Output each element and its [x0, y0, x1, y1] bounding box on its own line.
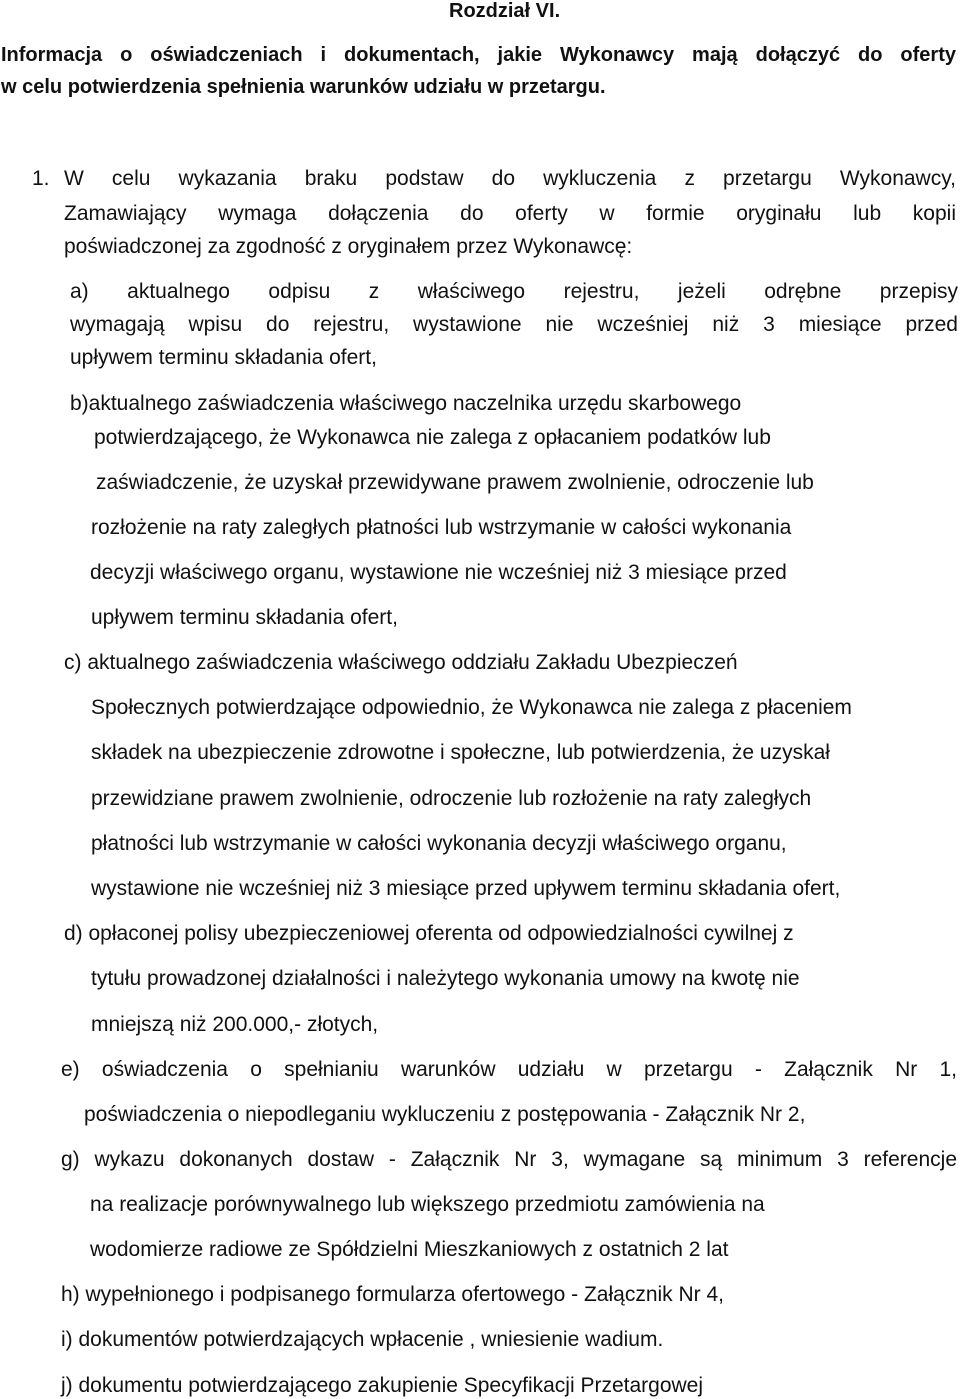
point-number: 1. — [32, 167, 50, 190]
item-g-line-3: wodomierze radiowe ze Spółdzielni Mieszkaniowych z ostatnich 2 lat — [90, 1238, 729, 1261]
item-b-line-3: zaświadczenie, że uzyskał przewidywane prawem zwolnienie, odroczenie lub — [96, 471, 814, 494]
point1-line-3: poświadczonej za zgodność z oryginałem przez Wykonawcę: — [64, 235, 633, 258]
item-c-line-1: c) aktualnego zaświadczenia właściwego oddziału Zakładu Ubezpieczeń — [64, 651, 738, 674]
item-j-line-1: j) dokumentu potwierdzającego zakupienie Specyfikacji Przetargowej — [61, 1374, 704, 1397]
chapter-title: Rozdział VI. — [449, 0, 561, 22]
section-heading-line-2: w celu potwierdzenia spełnienia warunków udziału w przetargu. — [1, 76, 606, 98]
point1-line-1: W celu wykazania braku podstaw do wykluczenia z przetargu Wykonawcy, — [64, 167, 956, 190]
item-d-line-1: d) opłaconej polisy ubezpieczeniowej oferenta od odpowiedzialności cywilnej z — [64, 922, 794, 945]
item-c-line-5: płatności lub wstrzymanie w całości wykonania decyzji właściwego organu, — [91, 832, 787, 855]
item-h-line-1: h) wypełnionego i podpisanego formularza ofertowego - Załącznik Nr 4, — [61, 1283, 725, 1306]
item-g-line-1: g) wykazu dokonanych dostaw - Załącznik Nr 3, wymagane są minimum 3 referencje — [61, 1148, 957, 1171]
item-c-line-6: wystawione nie wcześniej niż 3 miesiące przed upływem terminu składania ofert, — [91, 877, 841, 900]
item-e-line-1: e) oświadczenia o spełnianiu warunków udziału w przetargu - Załącznik Nr 1, — [61, 1058, 957, 1081]
item-c-line-2: Społecznych potwierdzające odpowiednio, że Wykonawca nie zalega z płaceniem — [91, 696, 852, 719]
item-i-line-1: i) dokumentów potwierdzających wpłacenie , wniesienie wadium. — [61, 1328, 664, 1351]
point1-line-2: Zamawiający wymaga dołączenia do oferty w formie oryginału lub kopii — [64, 202, 956, 225]
item-d-line-2: tytułu prowadzonej działalności i należytego wykonania umowy na kwotę nie — [91, 967, 800, 990]
item-b-line-6: upływem terminu składania ofert, — [91, 606, 398, 629]
item-c-line-3: składek na ubezpieczenie zdrowotne i społeczne, lub potwierdzenia, że uzyskał — [91, 741, 830, 764]
item-a-line-3: upływem terminu składania ofert, — [70, 346, 377, 369]
item-d-line-3: mniejszą niż 200.000,- złotych, — [91, 1013, 379, 1036]
item-b-line-1: b)aktualnego zaświadczenia właściwego naczelnika urzędu skarbowego — [70, 392, 742, 415]
item-a-line-2: wymagają wpisu do rejestru, wystawione nie wcześniej niż 3 miesiące przed — [70, 313, 958, 336]
section-heading-line-1: Informacja o oświadczeniach i dokumentach, jakie Wykonawcy mają dołączyć do oferty — [1, 44, 956, 66]
item-b-line-2: potwierdzającego, że Wykonawca nie zalega z opłacaniem podatków lub — [94, 426, 771, 449]
item-b-line-5: decyzji właściwego organu, wystawione nie wcześniej niż 3 miesiące przed — [90, 561, 787, 584]
item-c-line-4: przewidziane prawem zwolnienie, odroczenie lub rozłożenie na raty zaległych — [91, 787, 812, 810]
item-g-line-2: na realizacje porównywalnego lub większego przedmiotu zamówienia na — [90, 1193, 765, 1216]
item-b-line-4: rozłożenie na raty zaległych płatności lub wstrzymanie w całości wykonania — [91, 516, 792, 539]
item-f-line-1: poświadczenia o niepodleganiu wykluczeniu z postępowania - Załącznik Nr 2, — [84, 1103, 806, 1126]
item-a-line-1: a) aktualnego odpisu z właściwego rejestru, jeżeli odrębne przepisy — [70, 280, 958, 303]
